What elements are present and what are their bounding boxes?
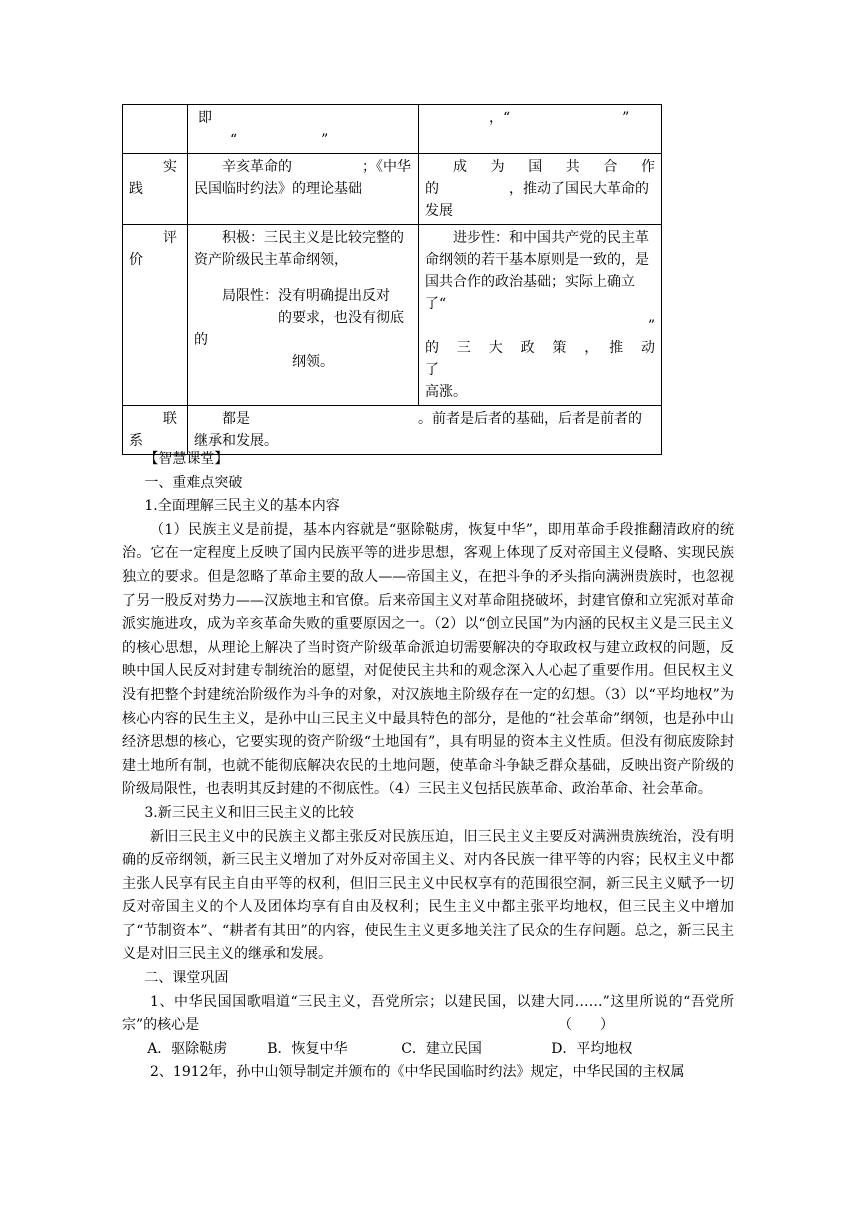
table-cell bbox=[188, 225, 419, 406]
table-cell bbox=[188, 105, 419, 154]
row-label bbox=[123, 154, 188, 225]
row-label-text: 评 bbox=[163, 230, 177, 246]
option-c: C．建立民国 bbox=[401, 1040, 482, 1057]
row-label-text: 系 bbox=[129, 433, 143, 449]
question-1 bbox=[122, 991, 734, 1038]
cell-text: 高涨。 bbox=[425, 384, 467, 400]
comparison-table bbox=[122, 104, 669, 455]
table-cell bbox=[419, 154, 662, 225]
option-a: A．驱除鞑虏 bbox=[147, 1040, 228, 1057]
subsection-heading: 3.新三民主义和旧三民主义的比较 bbox=[144, 804, 354, 821]
table-cell bbox=[419, 225, 669, 406]
cell-text: “ ” bbox=[230, 132, 329, 148]
section-heading: 二、课堂巩固 bbox=[144, 970, 229, 987]
row-label-text: 价 bbox=[129, 252, 143, 268]
section-heading: 一、重难点突破 bbox=[144, 474, 243, 491]
cell-text: 进步性：和中国共产党的民主革命纲领的若干基本原则是一致的，是国共合作的政治基础；实际上确立了“ bbox=[425, 230, 649, 312]
cell-text: 局限性：没有明确提出反对 bbox=[222, 288, 390, 304]
cell-text: 成 为 国 共 合 作 bbox=[453, 159, 655, 175]
section-title: 【智慧课堂】 bbox=[144, 451, 229, 467]
table-row bbox=[123, 154, 662, 225]
question-text: 1、中华民国国歌唱道“三民主义，吾党所宗；以建民国，以建大同……”这里所说的“吾党所宗”的核心是 bbox=[122, 993, 734, 1034]
paragraph: 新旧三民主义中的民族主义都主张反对民族压迫，旧三民主义主要反对满洲贵族统治，没有明确的反帝纲领，新三民主义增加了对外反对帝国主义、对内各民族一律平等的内容；民权主义中都主张人民享有民主自由平等的权利，但旧三民主义中民权享有的范围很空洞，新三民主义赋予一切反对帝国主义的个人及团体均享有自由及权利；民生主义中都主张平均地权，但三民主义中增加了“节制资本”、“耕者有其田”的内容，使民生主义更多地关注了民众的生存问题。总之，新三民主义是对旧三民主义的继承和发展。 bbox=[122, 828, 734, 963]
cell-text: ” bbox=[647, 318, 655, 334]
table-row bbox=[123, 225, 662, 406]
table-row bbox=[123, 105, 662, 154]
row-label bbox=[123, 225, 188, 406]
cell-text: 纲领。 bbox=[292, 354, 334, 370]
lesson-body bbox=[122, 448, 734, 1085]
table-cell: 辛亥革命的 ；《中华民国临时约法》的理论基础 bbox=[188, 154, 419, 225]
table-cell bbox=[419, 105, 662, 154]
option-d: D．平均地权 bbox=[551, 1040, 633, 1057]
question-2: 2、1912年，孙中山领导制定并颁布的《中华民国临时约法》规定，中华民国的主权属 bbox=[150, 1064, 685, 1081]
row-label-empty bbox=[123, 105, 188, 154]
option-b: B．恢复中华 bbox=[267, 1040, 348, 1057]
answer-blank: （ ） bbox=[558, 1017, 614, 1034]
paragraph: （1）民族主义是前提，基本内容就是“驱除鞑虏，恢复中华”，即用革命手段推翻清政府的统治。它在一定程度上反映了国内民族平等的进步思想，客观上体现了反对帝国主义侵略、实现民族独立的要求。但是忽略了革命主要的敌人——帝国主义，在把斗争的矛头指向满洲贵族时，也忽视了另一股反对势力——汉族地主和官僚。后来帝国主义对革命阻挠破坏，封建官僚和立宪派对革命派实施进攻，成为辛亥革命失败的重要原因之一。（2）以“创立民国”为内涵的民权主义是三民主义的核心思想，从理论上解决了当时资产阶级革命派迫切需要解决的夺取政权与建立政权的问题，反映中国人民反对封建专制统治的愿望，对促使民主共和的观念深入人心起了重要作用。但民权主义没有把整个封建统治阶级作为斗争的对象，对汉族地主阶级存在一定的幻想。（3）以“平均地权”为核心内容的民生主义，是孙中山三民主义中最具特色的部分，是他的“社会革命”纲领，也是孙中山经济思想的核心，它要实现的资产阶级“土地国有”，具有明显的资本主义性质。但没有彻底废除封建土地所有制，也就不能彻底解决农民的土地问题，使革命斗争缺乏群众基础，反映出资产阶级的阶级局限性，也表明其反封建的不彻底性。（4）三民主义包括民族革命、政治革命、社会革命。 bbox=[122, 521, 734, 798]
cell-text: 的 ，推动了国民大革命的发展 bbox=[425, 181, 649, 219]
row-label-text: 联 bbox=[163, 411, 177, 427]
cell-text: 积极：三民主义是比较完整的资产阶级民主革命纲领， bbox=[194, 230, 404, 268]
row-label-text: 实 bbox=[163, 159, 177, 175]
subsection-heading: 1.全面理解三民主义的基本内容 bbox=[144, 498, 340, 515]
table-cell: 都是 。前者是后者的基础，后者是前者的继承和发展。 bbox=[188, 406, 662, 455]
cell-text: 的 三 大 政 策 ， 推 动 了 bbox=[425, 340, 669, 378]
question-1-options bbox=[122, 1038, 734, 1062]
cell-text: ，“ ” bbox=[489, 110, 630, 126]
cell-text: 即 bbox=[198, 110, 212, 126]
row-label-text: 践 bbox=[129, 181, 143, 197]
cell-text: 的要求，也没有彻底的 bbox=[194, 310, 404, 348]
